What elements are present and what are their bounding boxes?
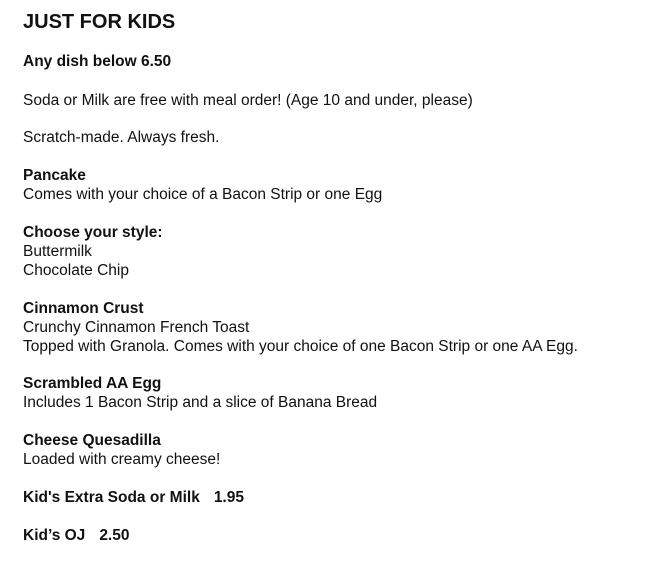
drink-note: Soda or Milk are free with meal order! (Age 10 and under, please) [23,92,473,109]
extra-oj [23,526,129,545]
item-description: Includes 1 Bacon Strip and a slice of Banana Bread [23,394,378,411]
item-name: Cheese Quesadilla [23,432,161,449]
menu-item-cheese-quesadilla [23,431,220,469]
extra-price: 2.50 [99,527,130,544]
menu-item-pancake [23,166,382,204]
item-name: Cinnamon Crust [23,300,144,317]
extra-name: Kid's Extra Soda or Milk [23,489,200,506]
menu-item-scrambled-egg [23,374,377,412]
style-option-chocolate-chip: Chocolate Chip [23,262,129,279]
extra-price: 1.95 [213,489,244,506]
item-name: Scrambled AA Egg [23,375,162,392]
menu-item-cinnamon-crust [23,299,578,356]
item-name: Choose your style: [23,224,163,241]
item-description: Crunchy Cinnamon French Toast [23,319,250,336]
fresh-note: Scratch-made. Always fresh. [23,129,220,146]
extra-name: Kid’s OJ [23,527,86,544]
menu-title: JUST FOR KIDS [23,11,176,33]
extra-soda-milk [23,488,244,507]
item-description: Loaded with creamy cheese! [23,451,221,468]
item-description: Topped with Granola. Comes with your choice of one Bacon Strip or one AA Egg. [23,338,578,355]
item-description: Comes with your choice of a Bacon Strip or one Egg [23,186,383,203]
menu-item-style [23,223,163,280]
price-note: Any dish below 6.50 [23,53,172,70]
style-option-buttermilk: Buttermilk [23,243,92,260]
item-name: Pancake [23,167,86,184]
